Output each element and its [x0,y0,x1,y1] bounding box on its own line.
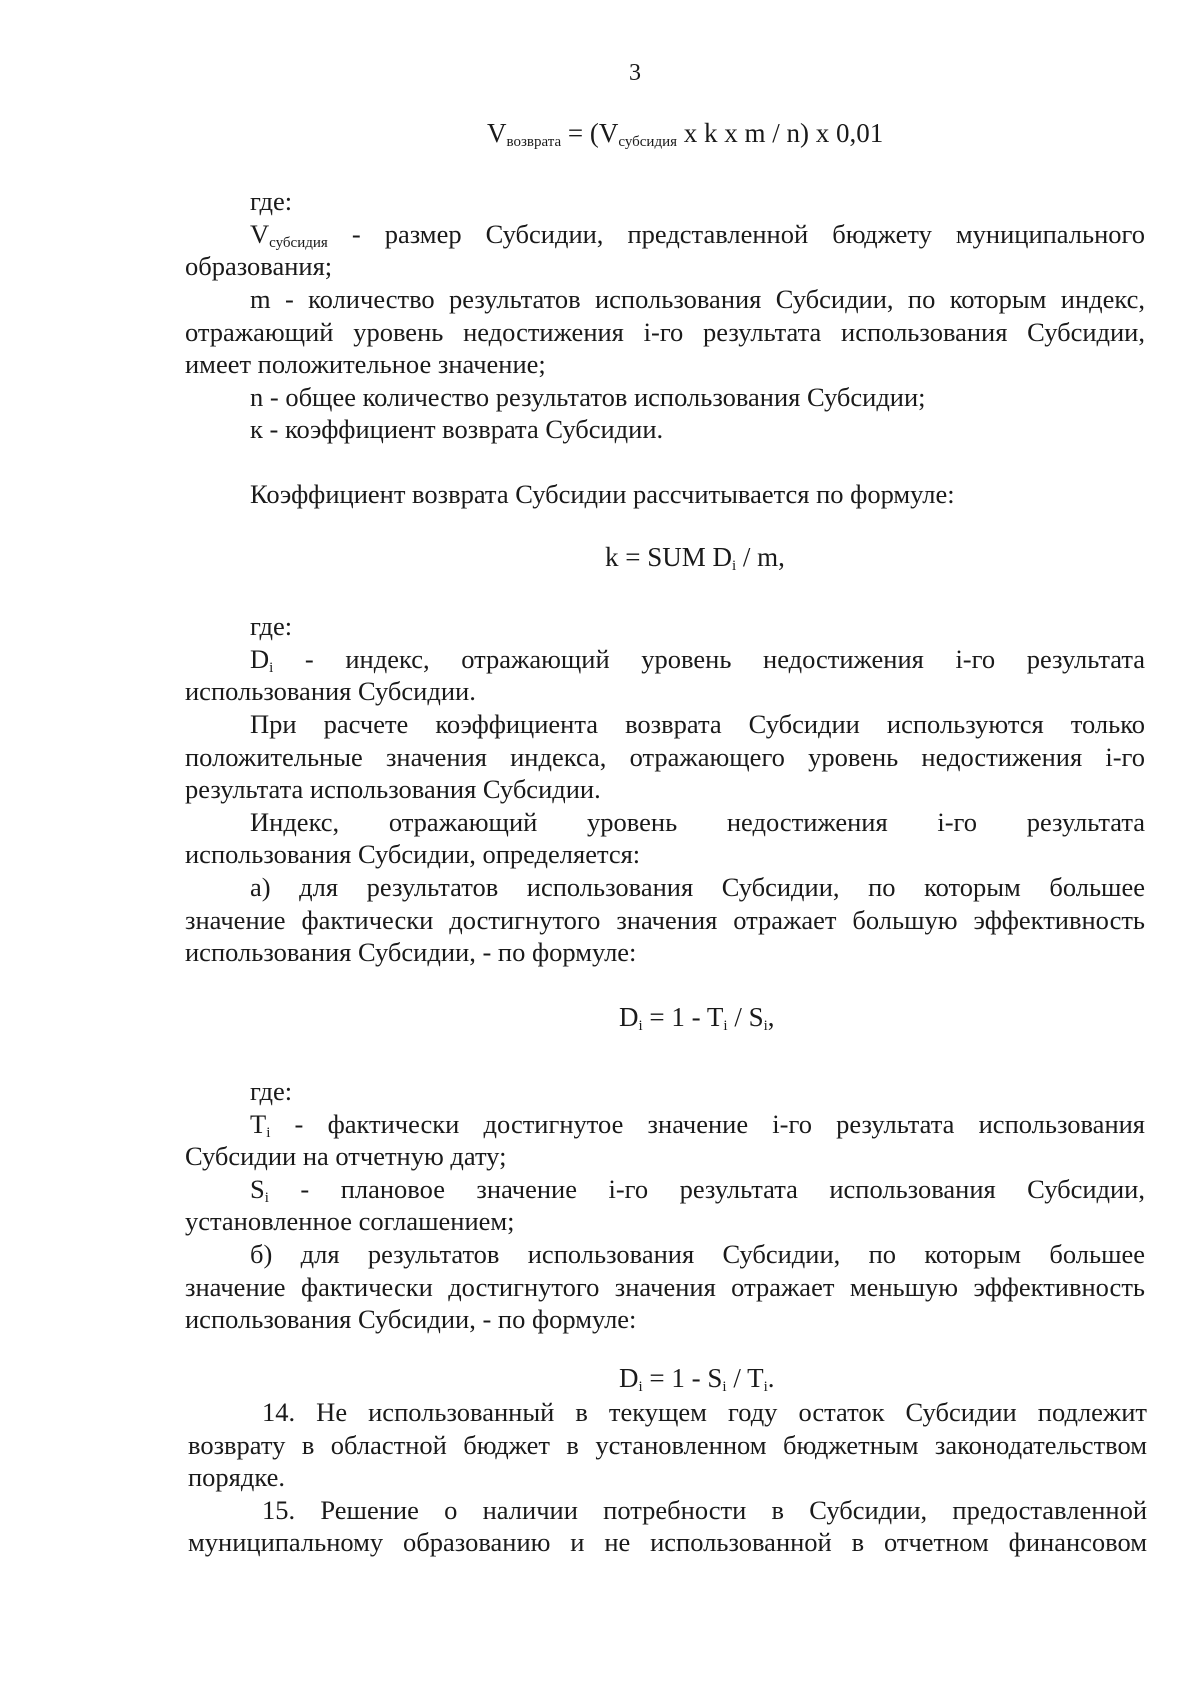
paragraph-line: При расчете коэффициента возврата Субсидии используются только [250,709,1145,739]
paragraph-line: результата использования Субсидии. [185,774,601,804]
formula-coefficient: k = SUM $D_i$ / m, [605,542,785,574]
page-number: 3 [629,60,641,86]
paragraph-line: к - коэффициент возврата Субсидии. [250,414,664,444]
paragraph-line: Субсидии на отчетную дату; [185,1141,507,1171]
formula-return-volume: $V_{возврата} = (V_{субсидия}$ x k x m / n) x 0,01 [487,118,884,150]
paragraph-line: значение фактически достигнутого значения отражает меньшую эффективность [185,1272,1145,1302]
paragraph-line: муниципальному образованию и не использованной в отчетном финансовом [188,1527,1147,1557]
paragraph-line: положительные значения индекса, отражающего уровень недостижения i-го [185,742,1145,772]
paragraph-line: $V_{субсидия}$ - размер Субсидии, представленной бюджету муниципального [250,219,1145,251]
paragraph-line: использования Субсидии, - по формуле: [185,1304,637,1334]
paragraph-line: использования Субсидии, определяется: [185,839,641,869]
paragraph-line: образования; [185,251,333,281]
coefficient-intro: Коэффициент возврата Субсидии рассчитывается по формуле: [250,479,955,509]
paragraph-line: 14. Не использованный в текущем году остаток Субсидии подлежит [262,1397,1147,1427]
paragraph-line: Индекс, отражающий уровень недостижения i-го результата [250,807,1145,837]
paragraph-line: установленное соглашением; [185,1206,515,1236]
paragraph-line: имеет положительное значение; [185,349,546,379]
paragraph-line: использования Субсидии. [185,676,476,706]
formula-index-a: $D_i = 1 - T_i / S_i$, [619,1002,775,1034]
paragraph-line: б) для результатов использования Субсидии, по которым большее [250,1239,1145,1269]
paragraph-line: возврату в областной бюджет в установленном бюджетным законодательством [188,1430,1147,1460]
paragraph-line: 15. Решение о наличии потребности в Субсидии, предоставленной [262,1495,1147,1525]
paragraph-line: порядке. [188,1462,285,1492]
paragraph-line: использования Субсидии, - по формуле: [185,937,637,967]
paragraph-line: $T_i$ - фактически достигнутое значение i-го результата использования [250,1109,1145,1141]
paragraph-line: m - количество результатов использования Субсидии, по которым индекс, [250,284,1145,314]
where-label: где: [250,1076,293,1106]
paragraph-line: отражающий уровень недостижения i-го результата использования Субсидии, [185,317,1145,347]
paragraph-line: $D_i$ - индекс, отражающий уровень недостижения i-го результата [250,644,1145,676]
paragraph-line: а) для результатов использования Субсидии, по которым большее [250,872,1145,902]
where-label: где: [250,611,293,641]
formula-index-b: $D_i = 1 - S_i / T_i$. [619,1363,775,1395]
paragraph-line: значение фактически достигнутого значения отражает большую эффективность [185,905,1145,935]
paragraph-line: $S_i$ - плановое значение i-го результата использования Субсидии, [250,1174,1145,1206]
paragraph-line: n - общее количество результатов использования Субсидии; [250,382,926,412]
where-label: где: [250,186,293,216]
